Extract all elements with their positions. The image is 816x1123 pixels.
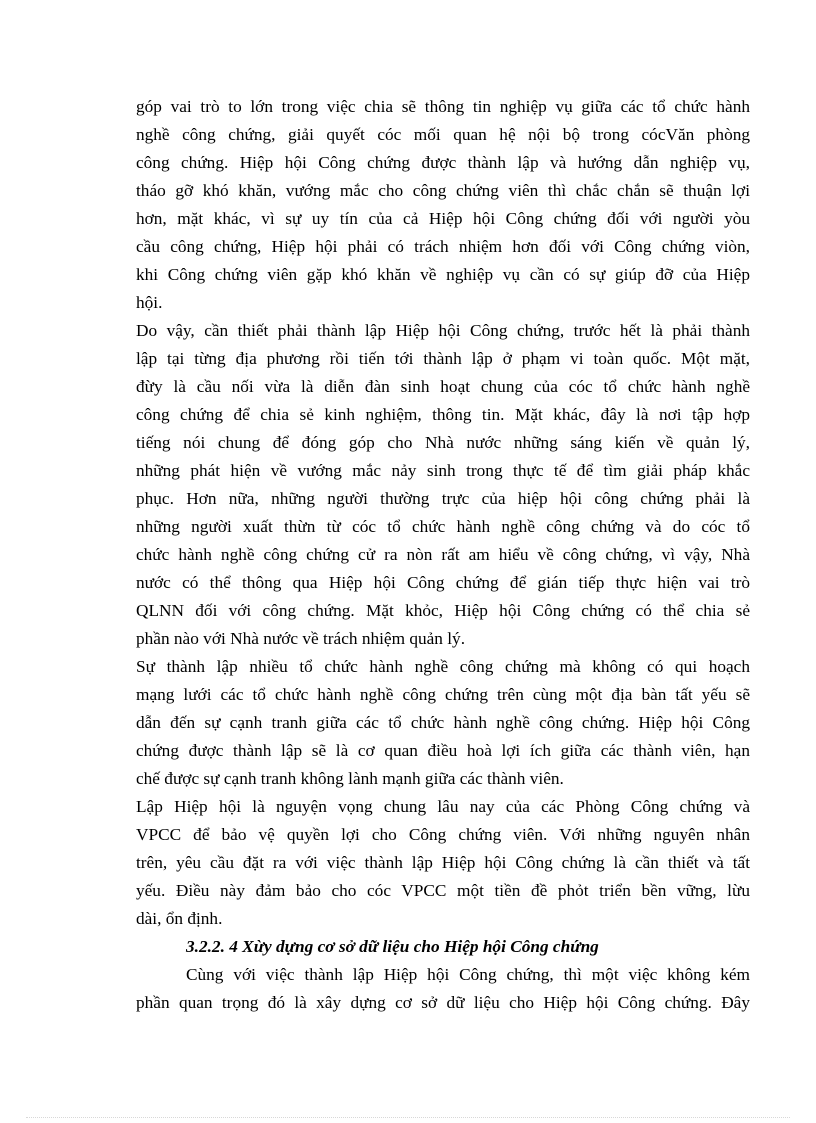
text-line: những người xuất thừn từ cóc tổ chức hành nghề công chứng và do cóc tổ	[136, 517, 750, 536]
paragraph-1	[136, 93, 750, 317]
text-line: phần quan trọng đó là xây dựng cơ sở dữ liệu cho Hiệp hội Công chứng. Đây	[136, 993, 750, 1012]
text-line: dài, ổn định.	[136, 909, 223, 928]
text-line: hội.	[136, 293, 163, 312]
section-heading: 3.2.2. 4 Xừy dựng cơ sở dữ liệu cho Hiệp hội Công chứng	[186, 937, 599, 956]
text-line: nghề công chứng, giải quyết cóc mối quan hệ nội bộ trong cócVăn phòng	[136, 125, 750, 144]
text-line: chứng được thành lập sẽ là cơ quan điều hoà lợi ích giữa các thành viên, hạn	[136, 741, 750, 760]
text-line: tháo gỡ khó khăn, vướng mắc cho công chứng viên thì chắc chắn sẽ thuận lợi	[136, 181, 750, 200]
body-text	[136, 93, 750, 1017]
text-line: góp vai trò to lớn trong việc chia sẽ thông tin nghiệp vụ giữa các tổ chức hành	[136, 97, 750, 116]
text-line: phục. Hơn nữa, những người thường trực của hiệp hội công chứng phải là	[136, 489, 750, 508]
text-line: tiếng nói chung để đóng góp cho Nhà nước những sáng kiến về quản lý,	[136, 433, 750, 452]
text-line: cầu công chứng, Hiệp hội phải có trách nhiệm hơn đối với Công chứng viòn,	[136, 237, 750, 256]
paragraph-2	[136, 317, 750, 653]
text-line: mạng lưới các tổ chức hành nghề công chứng trên cùng một địa bàn tất yếu sẽ	[136, 685, 750, 704]
text-line: công chứng để chia sẻ kinh nghiệm, thông tin. Mặt khác, đây là nơi tập hợp	[136, 405, 750, 424]
text-line: lập tại từng địa phương rồi tiến tới thành lập ở phạm vi toàn quốc. Một mặt,	[136, 349, 750, 368]
paragraph-4	[136, 793, 750, 933]
text-line: VPCC để bảo vệ quyền lợi cho Công chứng viên. Với những nguyên nhân	[136, 825, 750, 844]
text-line: chế được sự cạnh tranh không lành mạnh giữa các thành viên.	[136, 769, 564, 788]
text-line: nước có thể thông qua Hiệp hội Công chứng để gián tiếp thực hiện vai trò	[136, 573, 750, 592]
paragraph-final	[136, 961, 750, 1017]
text-line: khi Công chứng viên gặp khó khăn về nghiệp vụ cần có sự giúp đỡ của Hiệp	[136, 265, 750, 284]
text-line: hơn, mặt khác, vì sự uy tín của cả Hiệp hội Công chứng đối với người yòu	[136, 209, 750, 228]
text-line: QLNN đối với công chứng. Mặt khỏc, Hiệp hội Công chứng có thể chia sẻ	[136, 601, 750, 620]
text-line: Do vậy, cần thiết phải thành lập Hiệp hội Công chứng, trước hết là phải thành	[136, 321, 750, 340]
paragraph-3	[136, 653, 750, 793]
text-line: Sự thành lập nhiều tổ chức hành nghề công chứng mà không có qui hoạch	[136, 657, 750, 676]
text-line: trên, yêu cầu đặt ra với việc thành lập Hiệp hội Công chứng là cần thiết và tất	[136, 853, 750, 872]
text-line: những phát hiện về vướng mắc nảy sinh trong thực tế để tìm giải pháp khắc	[136, 461, 750, 480]
text-line: công chứng. Hiệp hội Công chứng được thành lập và hướng dẫn nghiệp vụ,	[136, 153, 750, 172]
text-line: dẫn đến sự cạnh tranh giữa các tổ chức hành nghề công chứng. Hiệp hội Công	[136, 713, 750, 732]
text-line: Lập Hiệp hội là nguyện vọng chung lâu nay của các Phòng Công chứng và	[136, 797, 750, 816]
text-line: yếu. Điều này đảm bảo cho cóc VPCC một tiền đề phỏt triển bền vững, lừu	[136, 881, 750, 900]
text-line: phần nào với Nhà nước về trách nhiệm quản lý.	[136, 629, 466, 648]
text-line: Cùng với việc thành lập Hiệp hội Công chứng, thì một việc không kém	[186, 965, 750, 984]
page-bottom-rule	[26, 1117, 790, 1118]
text-line: chức hành nghề công chứng cử ra nòn rất am hiểu về công chứng, vì vậy, Nhà	[136, 545, 750, 564]
text-line: đừy là cầu nối vừa là diễn đàn sinh hoạt chung của cóc tổ chức hành nghề	[136, 377, 750, 396]
